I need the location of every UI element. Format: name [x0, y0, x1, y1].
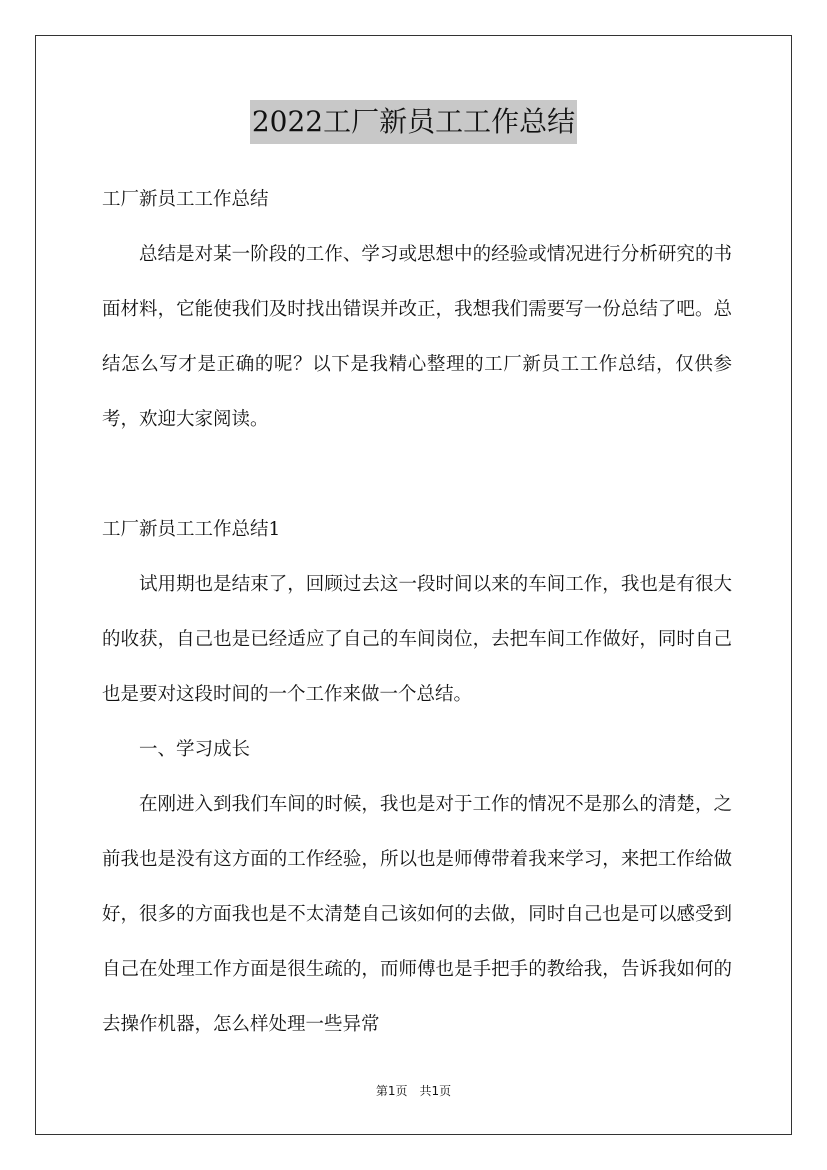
list-heading: 一、学习成长 [139, 739, 251, 760]
body-paragraph: 试用期也是结束了，回顾过去这一段时间以来的车间工作，我也是有很大的收获，自己也是已经适应了自己的车间岗位，去把车间工作做好，同时自己也是要对这段时间的一个工作来做一个总结。 [102, 574, 732, 705]
page-number: 第1页 [375, 1084, 408, 1098]
document-body [102, 172, 732, 1052]
document-title: 2022工厂新员工工作总结 [250, 100, 577, 144]
page-footer [0, 1082, 827, 1099]
page-total: 共1页 [419, 1084, 452, 1098]
body-paragraph: 在刚进入到我们车间的时候，我也是对于工作的情况不是那么的清楚，之前我也是没有这方面的工作经验，所以也是师傅带着我来学习，来把工作给做好，很多的方面我也是不太清楚自己该如何的去做，同时自己也是可以感受到自己在处理工作方面是很生疏的，而师傅也是手把手的教给我，告诉我如何的去操作机器，怎么样处理一些异常 [102, 794, 732, 1035]
subsection-heading: 工厂新员工工作总结1 [102, 519, 281, 540]
paragraph-spacer [102, 447, 732, 502]
section-heading: 工厂新员工工作总结 [102, 189, 269, 210]
document-title-wrapper [0, 100, 827, 144]
intro-paragraph: 总结是对某一阶段的工作、学习或思想中的经验或情况进行分析研究的书面材料，它能使我们及时找出错误并改正，我想我们需要写一份总结了吧。总结怎么写才是正确的呢？以下是我精心整理的工厂新员工工作总结，仅供参考，欢迎大家阅读。 [102, 244, 732, 430]
